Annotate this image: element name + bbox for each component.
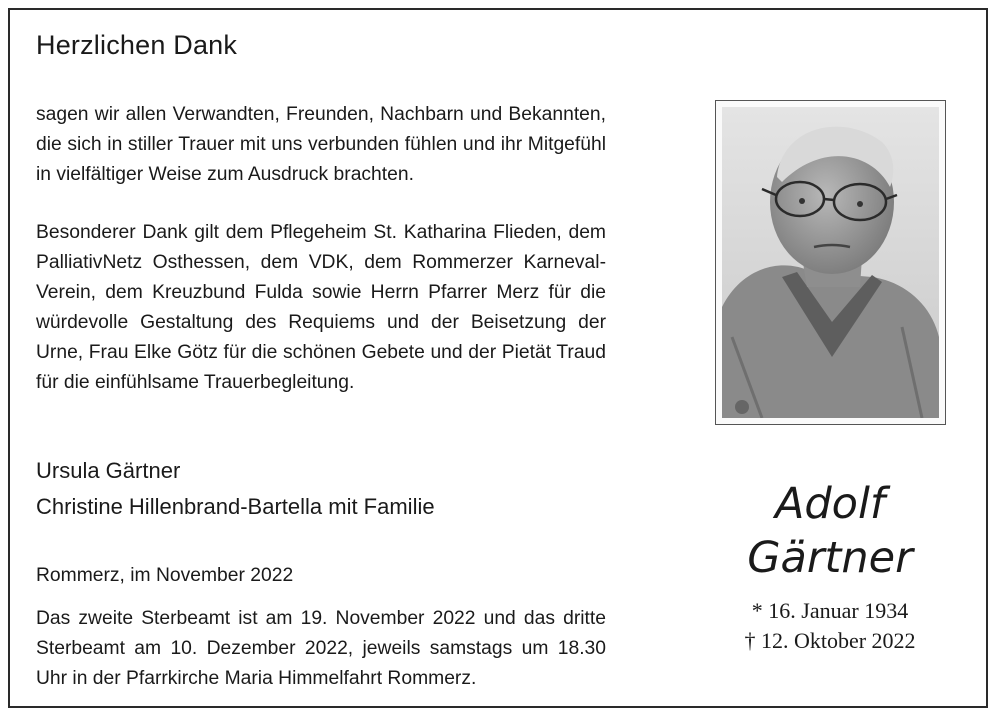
notice-heading: Herzlichen Dank <box>36 30 238 60</box>
deceased-first-name: Adolf <box>774 479 886 529</box>
place-date: Rommerz, im November 2022 <box>36 565 294 586</box>
signer-2: Christine Hillenbrand-Bartella mit Familie <box>36 494 435 519</box>
death-date: † 12. Oktober 2022 <box>744 628 916 653</box>
portrait-photo <box>722 107 939 418</box>
memorial-mass-paragraph: Das zweite Sterbeamt ist am 19. November 2022 und das dritte Sterbeamt am 10. Dezember 2022, jeweils samstags um 18.30 Uhr in der Pfarrkirche Maria Himmelfahrt Rommerz. <box>36 608 606 689</box>
special-thanks-paragraph: Besonderer Dank gilt dem Pflegeheim St. Katharina Flieden, dem PalliativNetz Osthessen, dem VDK, dem Rommerzer Karneval-Verein, dem Kreuzbund Fulda sowie Herrn Pfarrer Merz für die würdevolle Gestaltung des Requiems und der Beisetzung der Urne, Frau Elke Götz für die schönen Gebete und der Pietät Traud für die einfühlsame Trauerbegleitung. <box>36 222 606 393</box>
portrait-illustration <box>722 107 939 418</box>
portrait-frame <box>715 100 946 425</box>
birth-date: * 16. Januar 1934 <box>751 598 909 623</box>
thanks-paragraph: sagen wir allen Verwandten, Freunden, Nachbarn und Bekannten, die sich in stiller Trauer mit uns verbunden fühlen und ihr Mitgefühl in vielfältiger Weise zum Ausdruck brachten. <box>36 104 606 185</box>
deceased-last-name: Gärtner <box>747 533 913 583</box>
signer-1: Ursula Gärtner <box>36 458 181 483</box>
